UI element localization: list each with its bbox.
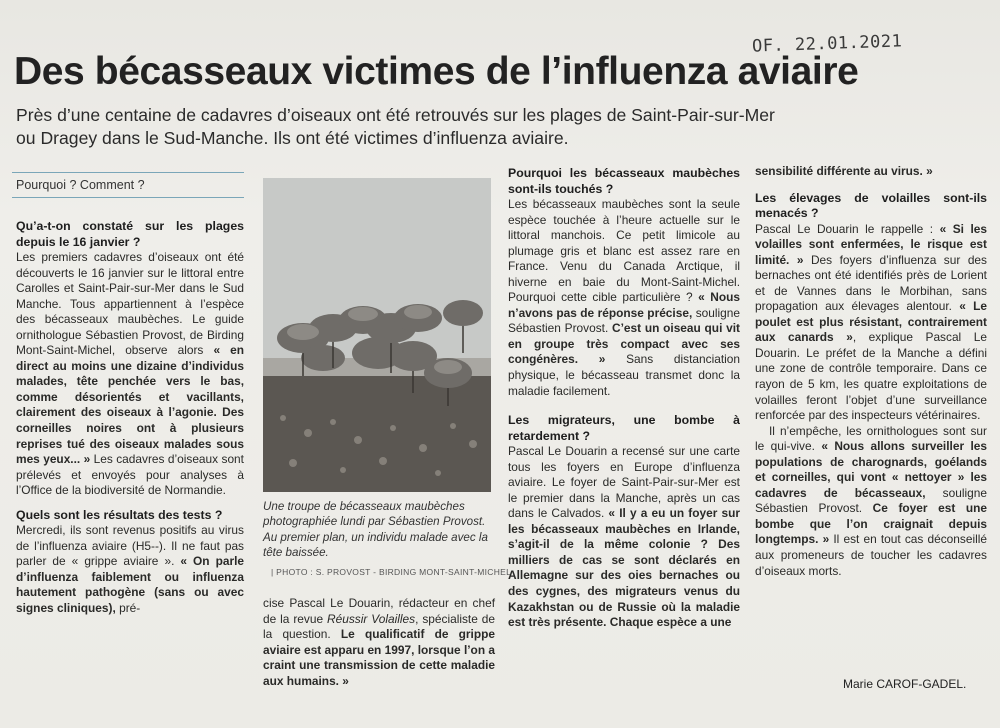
quote: C’est un oiseau qui vit en groupe très compact avec ses congénères. » — [508, 321, 741, 367]
paragraph-continued: cise Pascal Le Douarin, rédacteur en chef de la revue Réussir Volailles, spécialiste de la question. Le qualificatif de grippe aviaire est apparu en 1997, lorsque l’on a craint une transmission de cette maladie aux humains. » — [263, 596, 495, 688]
section-rule-bottom — [12, 197, 244, 198]
column-4 — [755, 164, 987, 579]
standfirst-line-1: Près d’une centaine de cadavres d’oiseaux ont été retrouvés sur les plages de Saint-Pair-sur-Mer — [16, 105, 775, 125]
author-signature: Marie CAROF-GADEL. — [843, 677, 967, 691]
photo-caption: Une troupe de bécasseaux maubèches photographiée lundi par Sébastien Provost. Au premier plan, un individu malade avec la tête baissée. — [263, 500, 488, 559]
paragraph-4: Pascal Le Douarin a recensé sur une carte tous les foyers en Europe d’influenza aviaire. Le foyer de Saint-Pair-sur-Mer est le premier dans la Manche, après un cas dans le Calvados. « Il y a eu un foyer sur les bécasseaux maubèches en Irlande, s’agit-il de la même colonie ? Des milliers de cas se sont déclarés en Allemagne sur des oies bernaches ou des cygnes, des migrateurs venus du Kazakhstan ou de Russie où la maladie est très présente. Chaque espèce a une — [508, 444, 741, 630]
standfirst-line-2: ou Dragey dans le Sud-Manche. Ils ont été victimes d’influenza aviaire. — [16, 128, 569, 148]
sandpipers-image — [263, 178, 491, 492]
quote: Le qualificatif de grippe aviaire est apparu en 1997, lorsque l’on a craint une transmission de cette maladie aux humains. » — [263, 627, 495, 688]
quote: « Si les volailles sont enfermées, le risque est limité. » — [755, 221, 987, 267]
column-2-continued — [263, 596, 495, 689]
quote: Ce foyer est une bombe que l’on craignait depuis longtemps. » — [755, 501, 988, 547]
column-1 — [16, 219, 244, 617]
photo-credit: | PHOTO : S. PROVOST - BIRDING MONT-SAINT-MICHEL — [271, 567, 512, 577]
quote: « Il y a eu un foyer sur les bécasseaux maubèches en Irlande, s’agit-il de la même colonie ? Des milliers de cas se sont déclarés en Allemagne sur des oies bernaches ou des cygnes, des migrateurs venus du Kazakhstan ou de Russie où la maladie est très présente. Chaque espèce a une — [508, 506, 741, 630]
section-rule-top — [12, 172, 244, 173]
sandpipers-photo — [263, 178, 491, 492]
section-kicker: Pourquoi ? Comment ? — [16, 178, 145, 192]
paragraph-5: Pascal Le Douarin le rappelle : « Si les volailles sont enfermées, le risque est limité. » Des foyers d’influenza sur des bernaches ont été identifiés près de Lorient et de Vannes dans le Morbihan, sans propagation aux élevages alentour. « Le poulet est plus résistant, contrairement aux canards », explique Pascal Le Douarin. Le préfet de la Manche a défini une zone de contrôle temporaire. Dans ce rayon de 5 km, les quatre exploitations de volailles feront l’objet d’une surveillance renforcée par des inspecteurs vétérinaires. — [755, 221, 987, 423]
quote: « Nous allons surveiller les populations de charognards, goélands et corneilles, qui vont « nettoyer » les cadavres de bécasseaux, — [755, 439, 988, 500]
quote: « On parle d’influenza faiblement ou influenza hautement pathogène (sans ou avec signes cliniques), — [16, 554, 245, 615]
headline: Des bécasseaux victimes de l’influenza aviaire — [14, 50, 859, 93]
paragraph-2: Mercredi, ils sont revenus positifs au virus de l’influenza aviaire (H5--). Il ne faut pas parler de « grippe aviaire ». « On parle d’influenza faiblement ou influenza hautement pathogène (sans ou avec signes cliniques), pré- — [16, 523, 245, 615]
column-3 — [508, 166, 740, 631]
quote: « en direct au moins une dizaine d’individus malades, tête penchée vers le bas, comme désorientés et vacillants, clairement des oiseaux à l’agonie. Des corneilles noires ont à plusieurs reprises tué des oiseaux malades sous mes yeux... » — [16, 343, 245, 467]
question-heading-4: Les migrateurs, une bombe à retardement ? — [508, 413, 740, 443]
question-heading-3: Pourquoi les bécasseaux maubèches sont-ils touchés ? — [508, 166, 740, 196]
paragraph-6: Il n’empêche, les ornithologues sont sur le qui-vive. « Nous allons surveiller les populations de charognards, goélands et corneilles, qui vont « nettoyer » les cadavres de bécasseaux, souligne Sébastien Provost. Ce foyer est une bombe que l’on craignait depuis longtemps. » Il est en tout cas déconseillé aux promeneurs de toucher les cadavres d’oiseaux morts. — [755, 423, 988, 578]
magazine-title: Réussir Volailles — [327, 611, 416, 626]
standfirst — [16, 104, 976, 150]
quote-end: sensibilité différente au virus. » — [755, 164, 933, 178]
paragraph-1: Les premiers cadavres d’oiseaux ont été découverts le 16 janvier sur le littoral entre Carolles et Saint-Pair-sur-Mer dans le Sud Manche. Tous appartiennent à l’espèce des bécasseaux maubèches. Le guide ornithologue Sébastien Provost, de Birding Mont-Saint-Michel, observe alors « en direct au moins une dizaine d’individus malades, tête penchée vers le bas, comme désorientés et vacillants, clairement des oiseaux à l’agonie. Des corneilles noires ont à plusieurs reprises tué des oiseaux malades sous mes yeux... » Les cadavres d’oiseaux sont prélevés et envoyés pour analyses à l’Office de la biodiversité de Normandie. — [16, 250, 245, 498]
question-heading-2: Quels sont les résultats des tests ? — [16, 507, 223, 522]
handwritten-date: OF. 22.01.2021 — [751, 31, 903, 57]
paragraph-3: Les bécasseaux maubèches sont la seule espèce touchée à l’heure actuelle sur le littoral manchois. Ce petit limicole au plumage gris et blanc est assez rare en France. Venu du Canada Arctique, il hiverne en baie du Mont-Saint-Michel. Pourquoi cette cible particulière ? « Nous n’avons pas de réponse précise, souligne Sébastien Provost. C’est un oiseau qui vit en groupe très compact avec ses congénères. » Sans distanciation physique, le bécasseau transmet donc la maladie facilement. — [508, 197, 741, 398]
quote: « Le poulet est plus résistant, contrairement aux canards » — [755, 299, 987, 345]
question-heading-5: Les élevages de volailles sont-ils menacés ? — [755, 190, 987, 221]
question-heading-1: Qu’a-t-on constaté sur les plages depuis le 16 janvier ? — [16, 219, 244, 249]
quote: « Nous n’avons pas de réponse précise, — [508, 290, 740, 320]
